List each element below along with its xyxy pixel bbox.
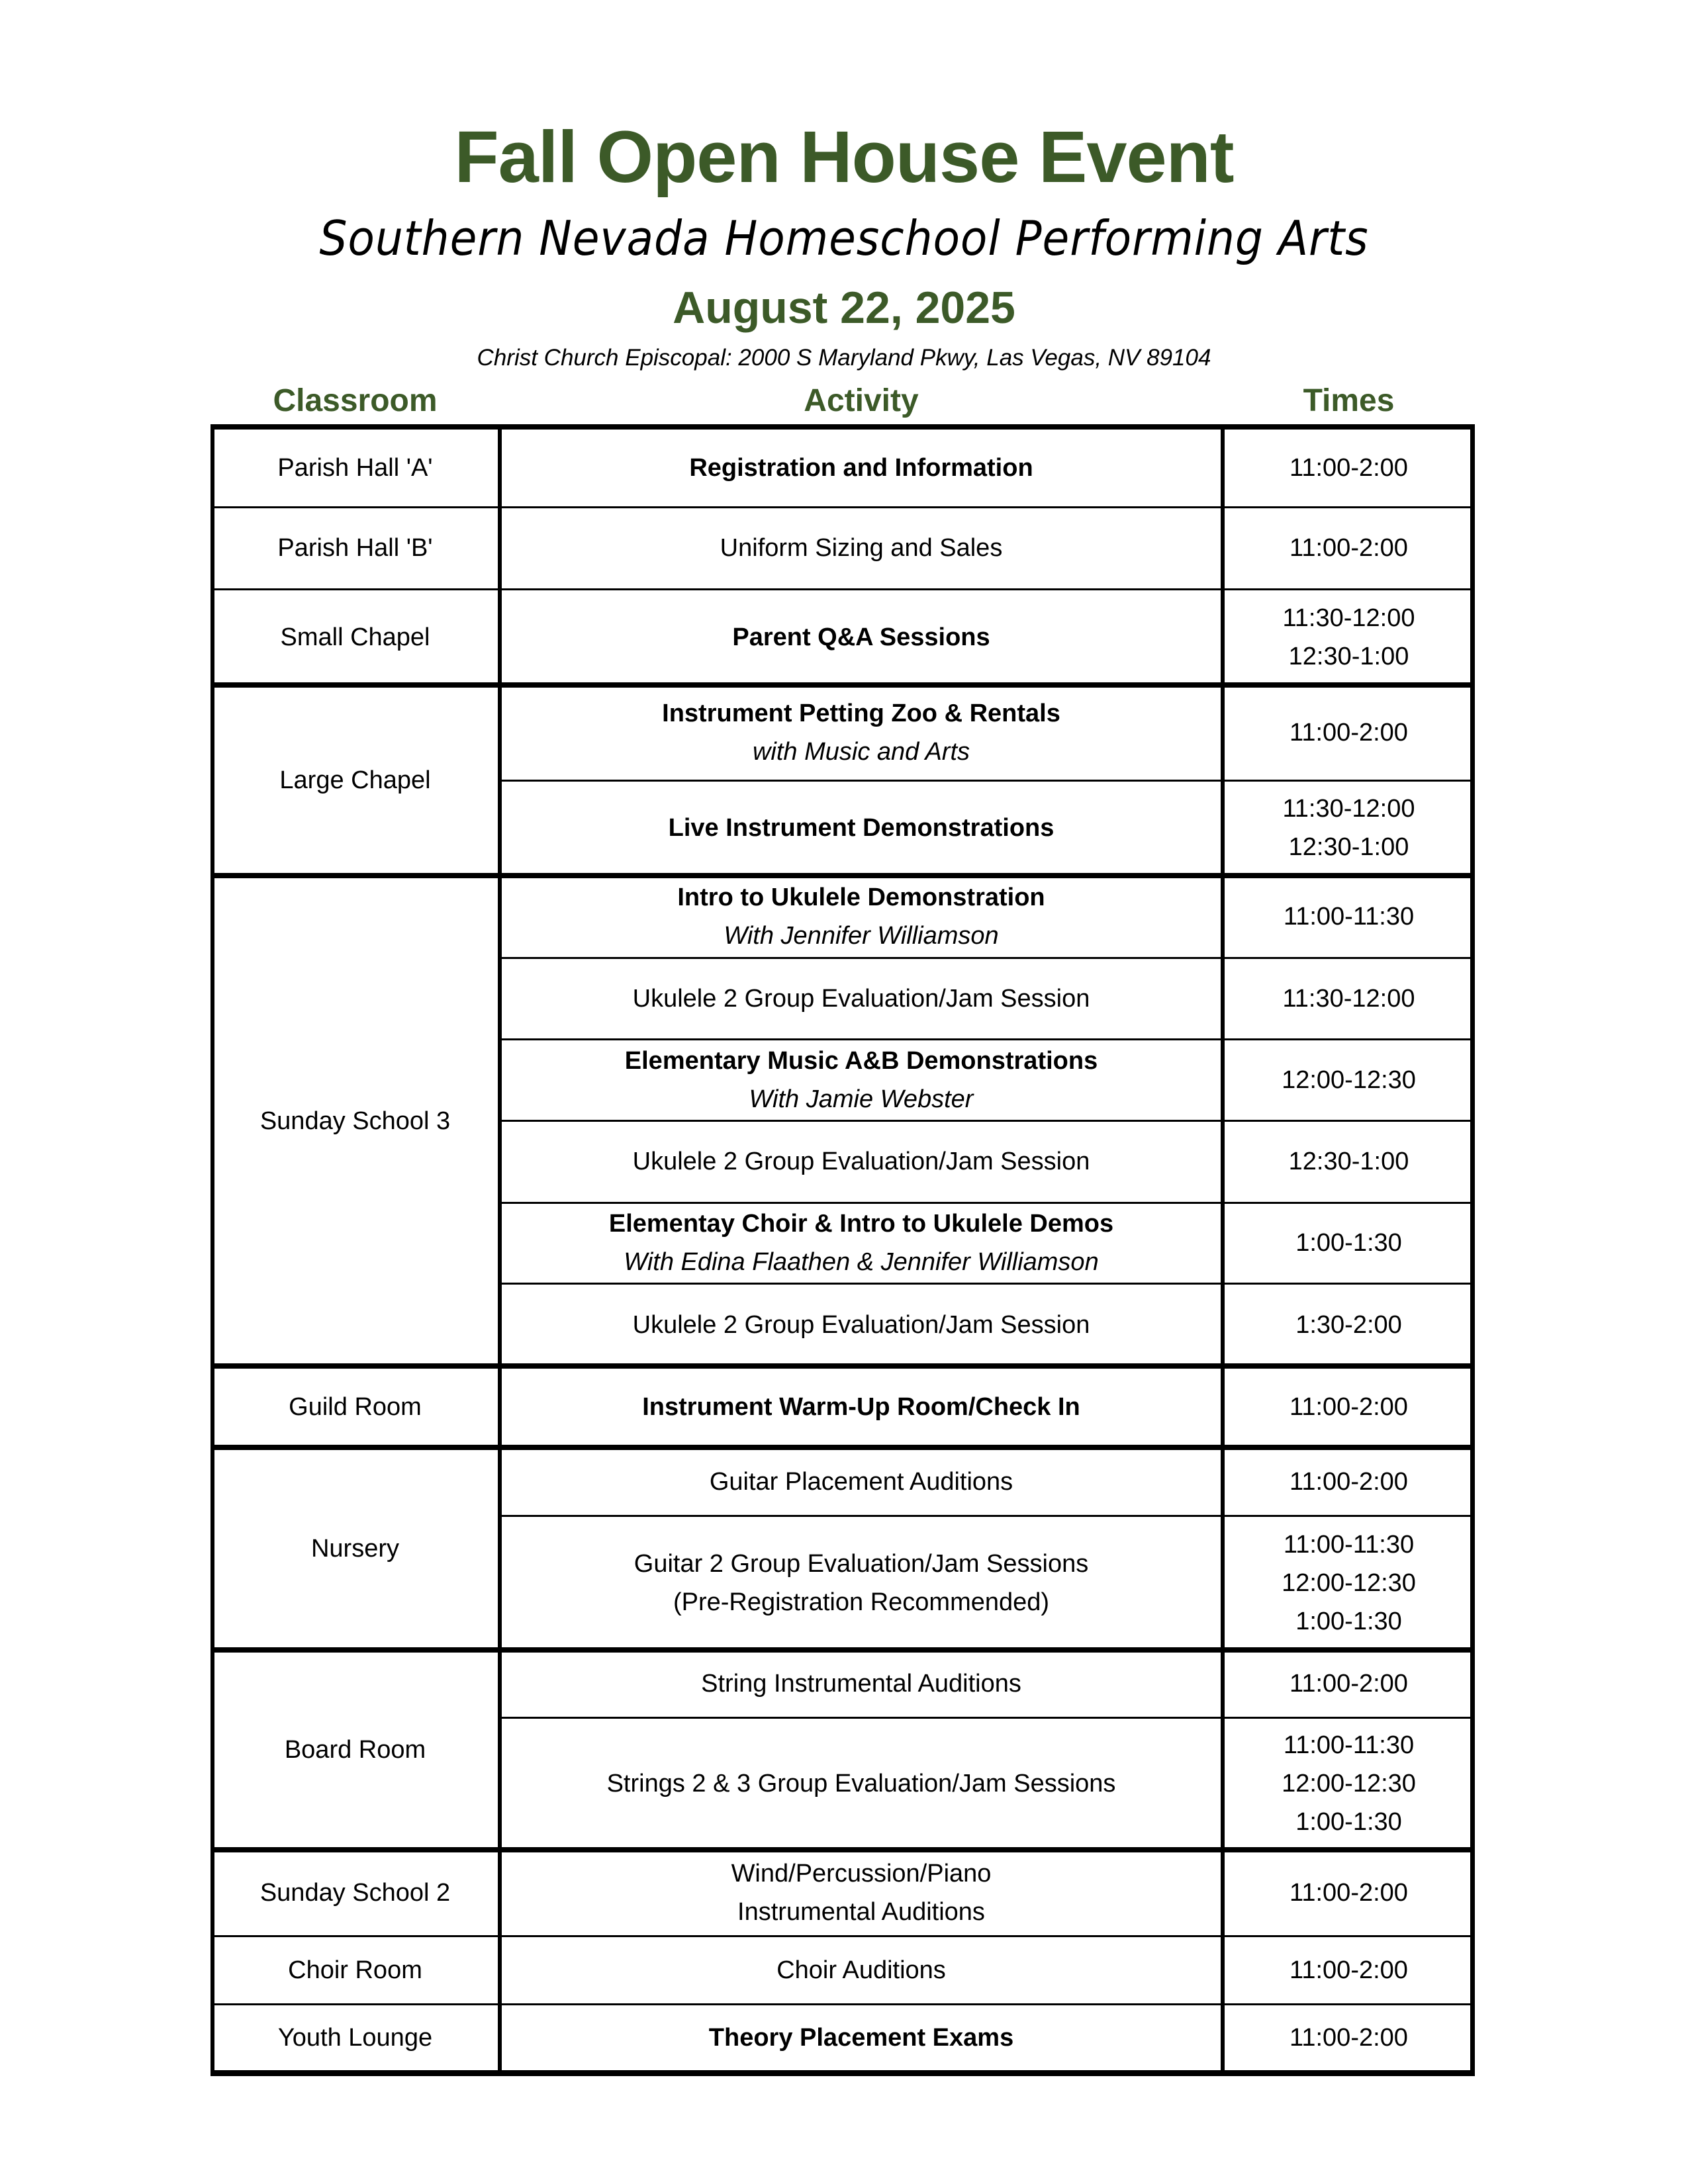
classroom-name: Board Room — [284, 1736, 426, 1764]
activity-name: Elementay Choir & Intro to Ukulele Demos — [608, 1210, 1114, 1238]
schedule-table — [211, 424, 1475, 2071]
activity-cell — [500, 1039, 1223, 1120]
activity-name: Guitar Placement Auditions — [709, 1467, 1013, 1496]
activity-presenter: With Jamie Webster — [749, 1085, 974, 1113]
activity-name: Guitar 2 Group Evaluation/Jam Sessions — [633, 1549, 1089, 1578]
classroom-name: Nursery — [310, 1535, 400, 1563]
times-cell — [1223, 1366, 1475, 1447]
classroom-cell — [211, 1366, 500, 1447]
classroom-cell — [211, 1650, 500, 1850]
classroom-name: Sunday School 2 — [259, 1879, 451, 1907]
activity-name: Theory Placement Exams — [708, 2024, 1014, 2052]
activity-name: Ukulele 2 Group Evaluation/Jam Session — [632, 1310, 1090, 1339]
classroom-cell — [211, 685, 500, 876]
activity-name: Choir Auditions — [776, 1956, 946, 1984]
event-date: August 22, 2025 — [673, 283, 1015, 333]
classroom-name: Parish Hall 'B' — [277, 534, 433, 562]
time-slot: 12:00-12:30 — [1282, 1770, 1416, 1797]
time-slot: 12:00-12:30 — [1282, 1066, 1416, 1094]
classroom-name: Guild Room — [289, 1392, 422, 1421]
activity-presenter: with Music and Arts — [752, 738, 970, 766]
activity-presenter: With Jennifer Williamson — [724, 922, 999, 950]
activity-name: Elementary Music A&B Demonstrations — [624, 1046, 1098, 1075]
activity-cell — [500, 1203, 1223, 1283]
times-cell — [1223, 1039, 1475, 1120]
activity-cell — [500, 1447, 1223, 1516]
time-slot: 1:00-1:30 — [1295, 1229, 1402, 1257]
times-cell — [1223, 1850, 1475, 1936]
time-slot: 11:00-2:00 — [1289, 1467, 1408, 1496]
classroom-cell — [211, 1447, 500, 1650]
times-cell — [1223, 685, 1475, 780]
time-slot: 12:00-12:30 — [1282, 1569, 1416, 1597]
activity-cell — [500, 685, 1223, 780]
time-slot: 1:00-1:30 — [1295, 1808, 1402, 1836]
classroom-cell — [211, 1850, 500, 1936]
activity-name: Intro to Ukulele Demonstration — [677, 884, 1045, 911]
times-cell — [1223, 589, 1475, 685]
classroom-name: Youth Lounge — [277, 2024, 433, 2052]
activity-name: Ukulele 2 Group Evaluation/Jam Session — [632, 1148, 1090, 1175]
activity-name: Ukulele 2 Group Evaluation/Jam Session — [632, 984, 1090, 1013]
column-header-classroom: Classroom — [273, 383, 438, 418]
activity-cell — [500, 1717, 1223, 1850]
times-cell — [1223, 1650, 1475, 1717]
activity-name-line2: Instrumental Auditions — [737, 1898, 985, 1926]
time-slot: 11:30-12:00 — [1282, 604, 1415, 632]
times-cell — [1223, 1447, 1475, 1516]
activity-cell — [500, 1366, 1223, 1447]
time-slot: 11:00-2:00 — [1289, 719, 1408, 747]
time-slot: 11:00-11:30 — [1283, 903, 1415, 931]
activity-cell — [500, 429, 1223, 507]
activity-cell — [500, 1120, 1223, 1203]
classroom-name: Parish Hall 'A' — [277, 454, 433, 482]
time-slot: 11:00-11:30 — [1283, 1731, 1415, 1759]
activity-name: Uniform Sizing and Sales — [720, 534, 1003, 562]
classroom-name: Large Chapel — [279, 766, 431, 794]
activity-name-line2: (Pre-Registration Recommended) — [673, 1588, 1050, 1616]
column-header-activity: Activity — [804, 383, 919, 418]
classroom-cell — [211, 1936, 500, 2004]
activity-presenter: With Edina Flaathen & Jennifer Williamson — [624, 1248, 1099, 1276]
activity-cell — [500, 1850, 1223, 1936]
time-slot: 11:00-2:00 — [1289, 1670, 1408, 1698]
activity-cell — [500, 1516, 1223, 1650]
times-cell — [1223, 1283, 1475, 1366]
times-cell — [1223, 1120, 1475, 1203]
time-slot: 1:00-1:30 — [1295, 1607, 1402, 1635]
classroom-name: Small Chapel — [280, 623, 430, 651]
event-address: Christ Church Episcopal: 2000 S Maryland Pkwy, Las Vegas, NV 89104 — [477, 345, 1211, 371]
activity-name: String Instrumental Auditions — [701, 1670, 1021, 1698]
activity-cell — [500, 876, 1223, 958]
time-slot: 11:00-11:30 — [1283, 1530, 1415, 1559]
times-cell — [1223, 1203, 1475, 1283]
activity-cell — [500, 507, 1223, 589]
page-title: Fall Open House Event — [454, 116, 1234, 198]
times-cell — [1223, 1516, 1475, 1650]
time-slot: 1:30-2:00 — [1295, 1310, 1402, 1339]
times-cell — [1223, 780, 1475, 876]
classroom-cell — [211, 507, 500, 589]
activity-name: Registration and Information — [689, 454, 1033, 482]
times-cell — [1223, 507, 1475, 589]
activity-name: Wind/Percussion/Piano — [731, 1860, 992, 1888]
activity-name: Strings 2 & 3 Group Evaluation/Jam Sessions — [606, 1770, 1116, 1797]
classroom-cell — [211, 589, 500, 685]
time-slot: 11:00-2:00 — [1289, 454, 1408, 482]
activity-cell — [500, 1283, 1223, 1366]
activity-name: Live Instrument Demonstrations — [668, 814, 1055, 842]
times-cell — [1223, 2004, 1475, 2071]
organization-name: Southern Nevada Homeschool Performing Arts — [319, 210, 1369, 266]
time-slot: 11:00-2:00 — [1289, 2024, 1408, 2052]
column-header-times: Times — [1303, 383, 1395, 418]
times-cell — [1223, 958, 1475, 1039]
time-slot: 12:30-1:00 — [1288, 1148, 1409, 1175]
activity-cell — [500, 589, 1223, 685]
activity-name: Instrument Petting Zoo & Rentals — [662, 700, 1060, 727]
time-slot: 11:00-2:00 — [1289, 1392, 1408, 1421]
activity-cell — [500, 2004, 1223, 2071]
time-slot: 11:00-2:00 — [1289, 1879, 1408, 1907]
activity-cell — [500, 1650, 1223, 1717]
activity-cell — [500, 780, 1223, 876]
classroom-cell — [211, 876, 500, 1366]
time-slot: 11:30-12:00 — [1282, 984, 1415, 1013]
classroom-name: Sunday School 3 — [259, 1107, 451, 1135]
activity-name: Parent Q&A Sessions — [732, 623, 990, 651]
activity-cell — [500, 958, 1223, 1039]
activity-cell — [500, 1936, 1223, 2004]
time-slot: 11:00-2:00 — [1289, 534, 1408, 562]
classroom-name: Choir Room — [288, 1956, 422, 1984]
times-cell — [1223, 429, 1475, 507]
times-cell — [1223, 1936, 1475, 2004]
classroom-cell — [211, 2004, 500, 2071]
time-slot: 11:00-2:00 — [1289, 1956, 1408, 1984]
time-slot: 12:30-1:00 — [1288, 642, 1409, 670]
times-cell — [1223, 1717, 1475, 1850]
time-slot: 12:30-1:00 — [1288, 833, 1409, 861]
time-slot: 11:30-12:00 — [1282, 795, 1415, 823]
times-cell — [1223, 876, 1475, 958]
activity-name: Instrument Warm-Up Room/Check In — [642, 1392, 1080, 1421]
classroom-cell — [211, 429, 500, 507]
